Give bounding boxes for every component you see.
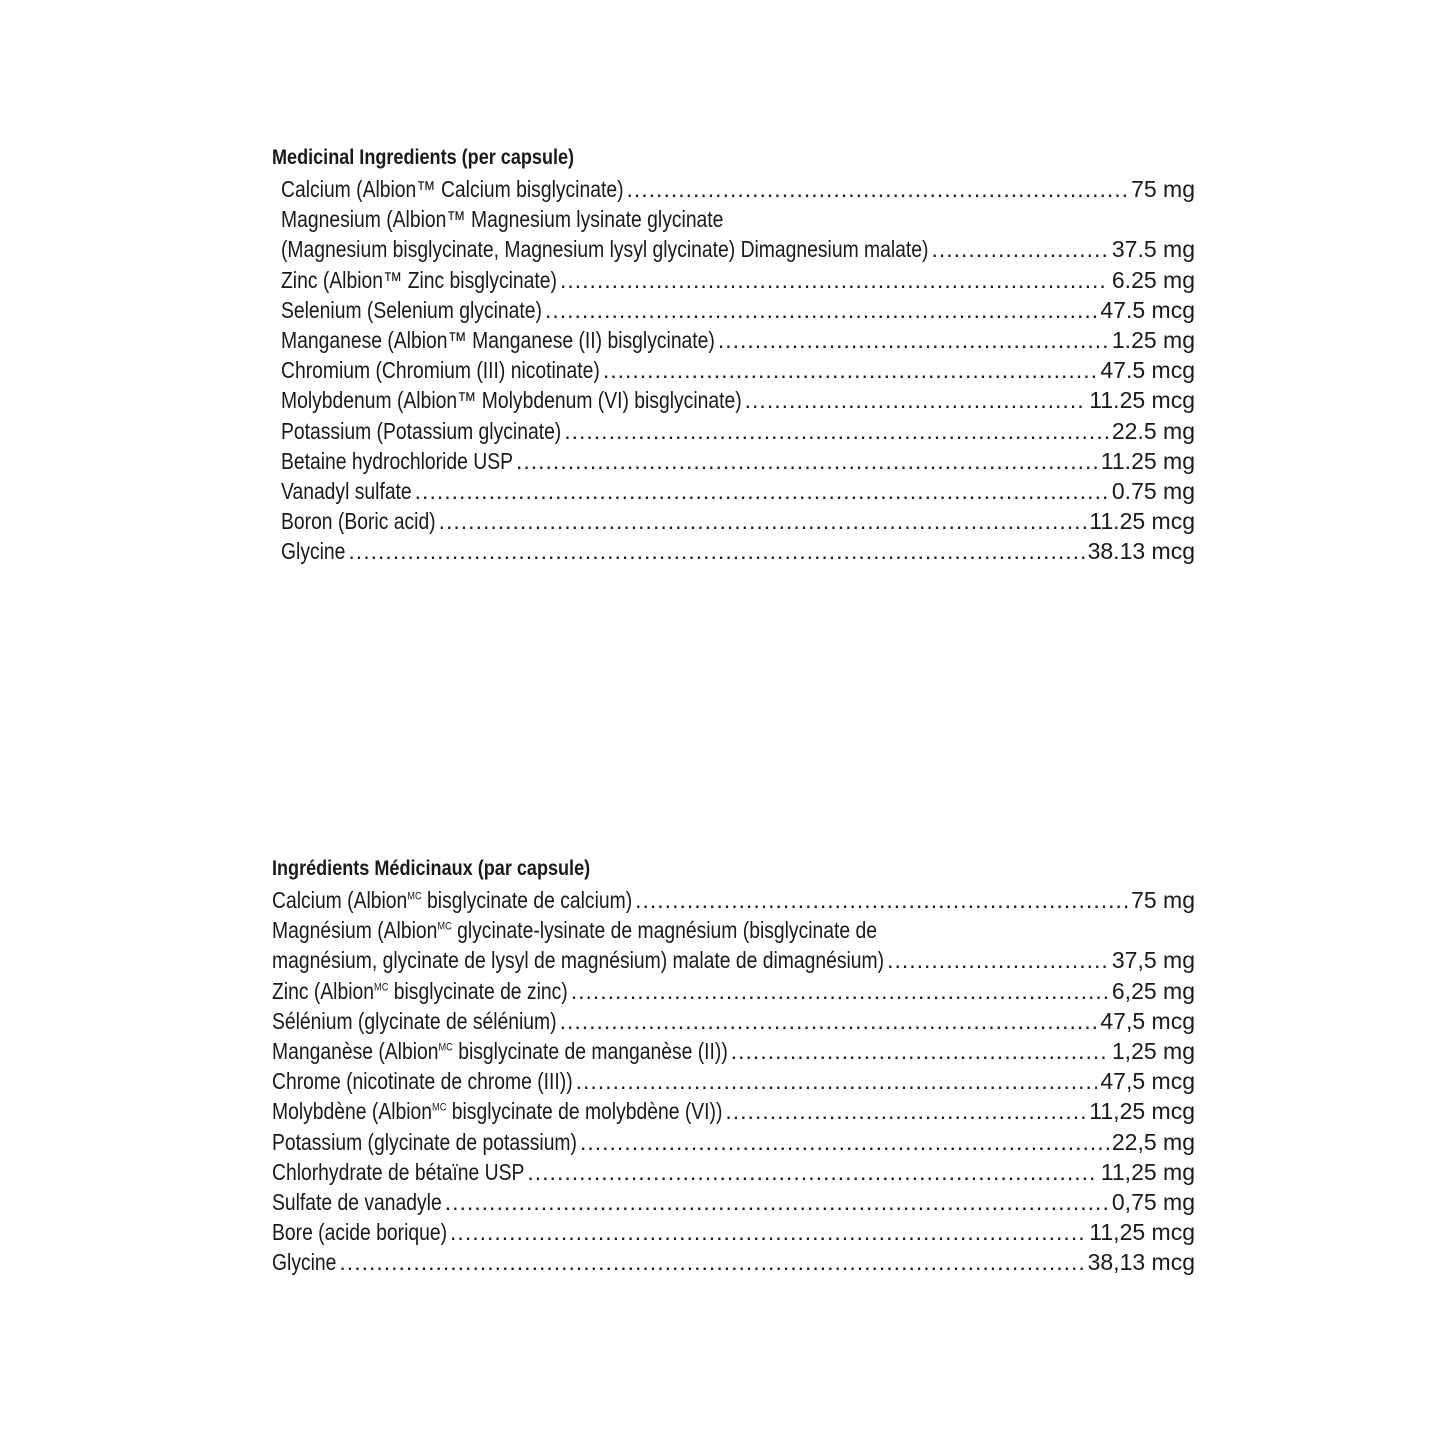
dot-leader: [516, 446, 1098, 476]
ingredient-name: Zinc (Albion™ Zinc bisglycinate): [281, 266, 557, 293]
ingredient-amount: 6,25 mg: [1111, 977, 1195, 1004]
list-item: [281, 446, 1195, 476]
list-item: [281, 476, 1195, 506]
dot-leader: [445, 1187, 1109, 1217]
dot-leader: [745, 385, 1087, 415]
trademark-superscript: MC: [437, 920, 452, 933]
ingredient-name: Magnesium (Albion™ Magnesium lysinate glycinate: [281, 206, 724, 233]
list-item: [272, 976, 1195, 1006]
ingredient-name: (Magnesium bisglycinate, Magnesium lysyl glycinate) Dimagnesium malate): [281, 236, 929, 263]
dot-leader: [580, 1127, 1109, 1157]
french-section-title: Ingrédients Médicinaux (par capsule): [272, 857, 591, 880]
list-item: [281, 325, 1195, 355]
dot-leader: [560, 1006, 1098, 1036]
ingredient-name: Calcium (Albion™ Calcium bisglycinate): [281, 176, 624, 202]
ingredient-amount: 47.5 mcg: [1100, 357, 1195, 384]
ingredient-name: Sulfate de vanadyle: [272, 1188, 442, 1215]
dot-leader: [450, 1217, 1086, 1247]
dot-leader: [560, 265, 1109, 295]
ingredient-name: Calcium (Albion$^{MC}$ bisglycinate de calcium): [272, 887, 633, 913]
list-item: [281, 204, 1195, 234]
trademark-superscript: MC: [374, 980, 389, 993]
dot-leader: [887, 945, 1109, 975]
dot-leader: [439, 506, 1087, 536]
ingredient-name: Manganèse (Albion$^{MC}$ bisglycinate de manganèse (II)): [272, 1037, 728, 1064]
ingredient-amount: 11,25 mg: [1100, 1158, 1195, 1185]
list-item: [281, 234, 1195, 264]
ingredient-name: magnésium, glycinate de lysyl de magnésium) malate de dimagnésium): [272, 947, 885, 974]
ingredient-name: Zinc (Albion$^{MC}$ bisglycinate de zinc): [272, 977, 568, 1004]
ingredient-name: Chromium (Chromium (III) nicotinate): [281, 357, 600, 384]
dot-leader: [931, 234, 1108, 264]
dot-leader: [527, 1157, 1097, 1187]
trademark-superscript: MC: [438, 1041, 453, 1054]
list-item: [272, 915, 1195, 945]
ingredient-name: Sélénium (glycinate de sélénium): [272, 1007, 557, 1034]
dot-leader: [718, 325, 1109, 355]
ingredient-amount: 38.13 mcg: [1087, 538, 1195, 565]
ingredient-amount: 0.75 mg: [1111, 477, 1195, 504]
ingredient-name: Bore (acide borique): [272, 1219, 448, 1246]
english-ingredient-list: [272, 174, 1195, 566]
list-item: [281, 385, 1195, 415]
ingredient-amount: 75 mg: [1131, 176, 1195, 202]
ingredient-name: Potassium (glycinate de potassium): [272, 1128, 577, 1155]
dot-leader: [725, 1096, 1086, 1126]
list-item: [272, 1096, 1195, 1126]
ingredient-amount: 11.25 mg: [1100, 447, 1195, 474]
ingredient-amount: 75 mg: [1131, 887, 1195, 913]
ingredient-name: Glycine: [272, 1249, 337, 1276]
ingredient-name: Molybdenum (Albion™ Molybdenum (VI) bisglycinate): [281, 387, 742, 414]
dot-leader: [627, 174, 1129, 204]
dot-leader: [731, 1036, 1109, 1066]
trademark-superscript: MC: [432, 1101, 447, 1114]
list-item: [272, 885, 1195, 915]
ingredient-name: Potassium (Potassium glycinate): [281, 417, 562, 444]
list-item: [281, 174, 1195, 204]
list-item: [272, 1036, 1195, 1066]
ingredient-name: Manganese (Albion™ Manganese (II) bisglycinate): [281, 326, 715, 353]
dot-leader: [635, 885, 1128, 915]
dot-leader: [571, 976, 1109, 1006]
dot-leader: [545, 295, 1097, 325]
french-ingredients-section: [272, 854, 1195, 1277]
english-section-title: Medicinal Ingredients (per capsule): [272, 146, 575, 169]
ingredient-amount: 0,75 mg: [1111, 1188, 1195, 1215]
list-item: [272, 1006, 1195, 1036]
list-item: [272, 1247, 1195, 1277]
dot-leader: [576, 1066, 1098, 1096]
ingredient-amount: 11.25 mcg: [1089, 387, 1195, 414]
ingredient-amount: 1,25 mg: [1111, 1037, 1195, 1064]
dot-leader: [415, 476, 1109, 506]
ingredient-name: Vanadyl sulfate: [281, 477, 412, 504]
ingredient-name: Chlorhydrate de bétaïne USP: [272, 1158, 525, 1185]
list-item: [272, 1127, 1195, 1157]
ingredient-amount: 47,5 mcg: [1100, 1068, 1195, 1095]
ingredient-amount: 22.5 mg: [1111, 417, 1195, 444]
ingredient-amount: 47,5 mcg: [1100, 1007, 1195, 1034]
ingredient-amount: 47.5 mcg: [1100, 296, 1195, 323]
ingredient-amount: 1.25 mg: [1111, 326, 1195, 353]
list-item: [272, 1187, 1195, 1217]
ingredient-amount: 11,25 mcg: [1089, 1219, 1195, 1246]
ingredient-amount: 11.25 mcg: [1089, 508, 1195, 535]
ingredient-amount: 37,5 mg: [1111, 947, 1195, 974]
list-item: [272, 1217, 1195, 1247]
ingredient-name: Betaine hydrochloride USP: [281, 447, 513, 474]
list-item: [272, 1157, 1195, 1187]
ingredient-amount: 37.5 mg: [1111, 236, 1195, 263]
trademark-superscript: MC: [407, 890, 422, 903]
dot-leader: [564, 416, 1109, 446]
ingredient-amount: 6.25 mg: [1111, 266, 1195, 293]
ingredient-name: Molybdène (Albion$^{MC}$ bisglycinate de molybdène (VI)): [272, 1098, 723, 1125]
french-ingredient-list: [272, 885, 1195, 1277]
list-item: [272, 945, 1195, 975]
list-item: [281, 355, 1195, 385]
ingredient-amount: 38,13 mcg: [1087, 1249, 1195, 1276]
english-ingredients-section: [272, 143, 1195, 566]
list-item: [281, 416, 1195, 446]
list-item: [281, 265, 1195, 295]
list-item: [281, 536, 1195, 566]
ingredient-name: Magnésium (Albion$^{MC}$ glycinate-lysinate de magnésium (bisglycinate de: [272, 917, 878, 944]
dot-leader: [348, 536, 1084, 566]
list-item: [272, 1066, 1195, 1096]
ingredient-amount: 11,25 mcg: [1089, 1098, 1195, 1125]
ingredient-amount: 22,5 mg: [1111, 1128, 1195, 1155]
list-item: [281, 506, 1195, 536]
ingredient-name: Glycine: [281, 538, 346, 565]
dot-leader: [339, 1247, 1084, 1277]
list-item: [281, 295, 1195, 325]
ingredient-name: Selenium (Selenium glycinate): [281, 296, 542, 323]
dot-leader: [603, 355, 1098, 385]
ingredient-name: Chrome (nicotinate de chrome (III)): [272, 1068, 573, 1095]
ingredient-name: Boron (Boric acid): [281, 508, 436, 535]
